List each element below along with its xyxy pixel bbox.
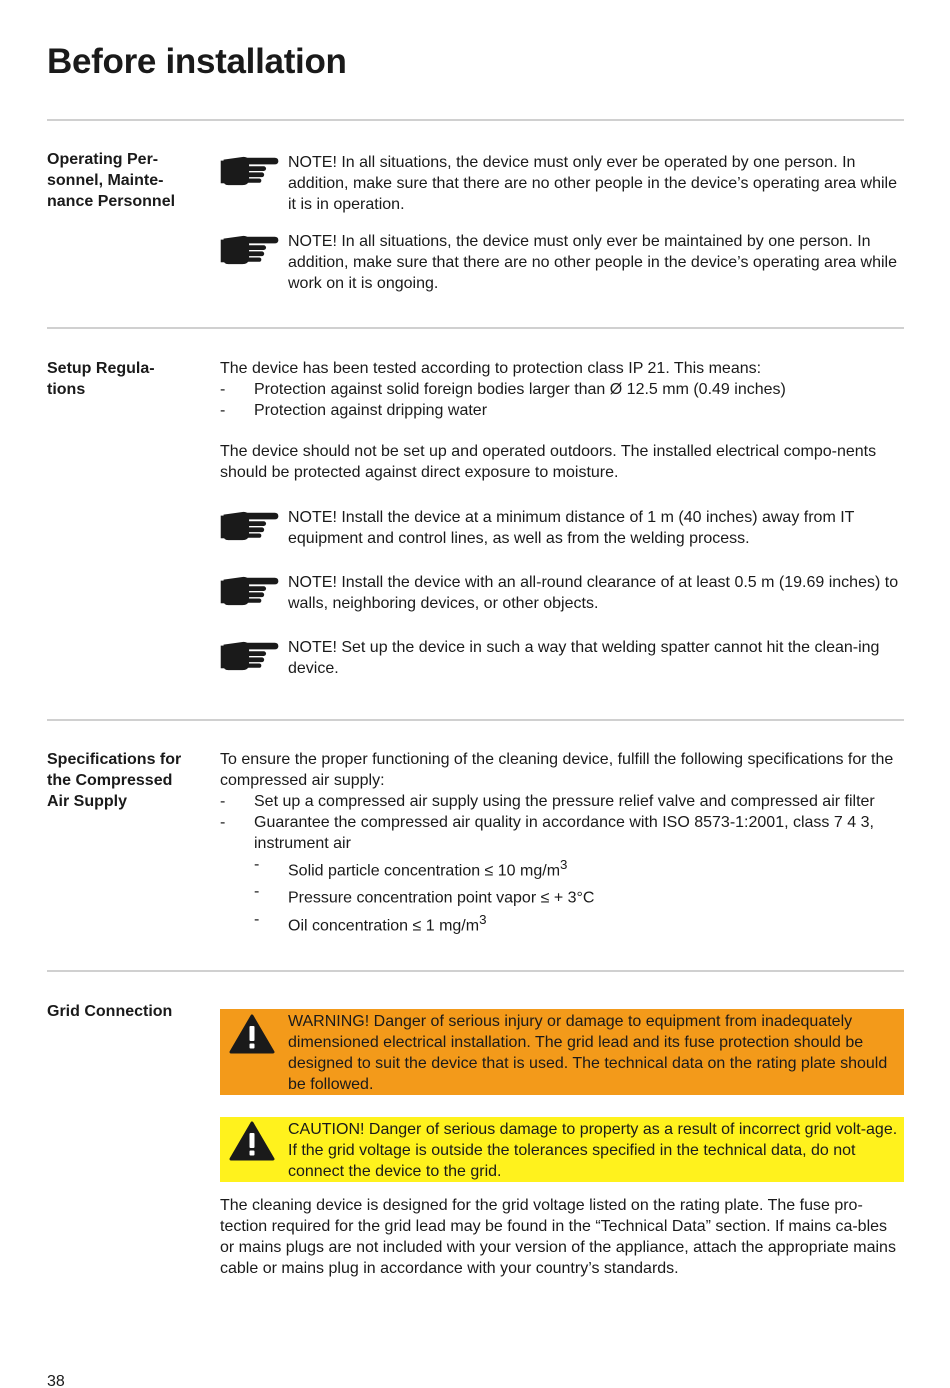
note-clearance [220,572,904,614]
warning-box [220,1009,904,1095]
note-text: Install the device with an all-round clearance of at least 0.5 m (19.69 inches) to walls, neighboring devices, or other objects. [288,574,899,612]
superscript: 3 [560,857,568,872]
setup-intro-block [220,358,904,421]
setup-intro: The device has been tested according to protection class IP 21. This means: [220,360,762,377]
pointing-hand-icon [220,154,280,188]
setup-outdoor-paragraph: The device should not be set up and operated outdoors. The installed electrical compo-nents should be protected against direct exposure to moisture. [220,443,877,481]
compressed-air-block [220,749,904,936]
superscript: 3 [479,911,487,927]
note-tag: NOTE! [288,639,337,656]
grid-connection-paragraph: The cleaning device is designed for the grid voltage listed on the rating plate. The fuse pro-tection required for the grid lead may be found in the “Technical Data” section. If mains ca-bles or mains plugs are not included with your version of the appliance, attach the appropriate mains cable or mains plug in accordance with your country’s standards. [220,1197,896,1277]
list-subitem-text: Pressure concentration point vapor ≤ + 3°C [288,889,595,907]
caution-box [220,1117,904,1182]
list-item-text: Set up a compressed air supply using the pressure relief valve and compressed air filter [254,793,875,810]
note-tag: NOTE! [288,574,337,591]
section-divider [47,719,904,721]
note-text: Install the device at a minimum distance of 1 m (40 inches) away from IT equipment and control lines, as well as from the welding process. [288,509,855,547]
list-subitem-text: Solid particle concentration ≤ 10 mg/m [288,862,561,880]
pointing-hand-icon [220,233,280,267]
pointing-hand-icon [220,639,280,673]
section-label-compressed-air [47,749,207,812]
warning-triangle-icon [229,1014,275,1054]
list-subitem: - Solid particle concentration ≤ 10 $mg/m^3$ [254,856,568,880]
section-label-text: Setup Regula- tions [47,360,155,398]
list-item-text: Protection against dripping water [254,402,488,419]
note-text: In all situations, the device must only ever be maintained by one person. In addition, make sure that there are no other people in the device’s operating area while work on it is ongoing. [288,233,897,292]
list-item-text: Guarantee the compressed air quality in accordance with ISO 8573-1:2001, class 7 4 3, instrument air [254,814,874,852]
note-tag: NOTE! [288,509,337,526]
section-divider [47,970,904,972]
note-tag: NOTE! [288,233,337,250]
warning-text: Danger of serious injury or damage to equipment from inadequately dimensioned electrical installation. The grid lead and its fuse protection should be designed to suit the device that is used. The technical data on the rating plate should be followed. [288,1013,888,1093]
list-subitem: - Pressure concentration point vapor ≤ + 3°C [254,883,595,907]
list-item: - Guarantee the compressed air quality in accordance with ISO 8573-1:2001, class 7 4 3, instrument air [220,814,874,852]
section-label-text: Specifications for the Compressed Air Supply [47,751,182,810]
note-minimum-distance [220,507,904,549]
note-welding-spatter [220,637,904,679]
caution-text: Danger of serious damage to property as a result of incorrect grid volt-age. If the grid voltage is outside the tolerances specified in the technical data, do not connect the device to the grid. [288,1121,898,1180]
note-text: In all situations, the device must only ever be operated by one person. In addition, make sure that there are no other people in the device’s operating area while it is in operation. [288,154,897,213]
list-subitem: - Oil concentration ≤ 1 $mg/m^3$ [254,910,487,934]
list-subitem-text: Oil concentration ≤ 1 mg/m [288,916,480,934]
warning-triangle-icon [229,1121,275,1161]
note-maintain-one-person [220,231,904,294]
list-item: - Set up a compressed air supply using the pressure relief valve and compressed air filter [220,793,875,810]
page-title: Before installation [47,42,347,81]
section-divider [47,327,904,329]
caution-tag: CAUTION! [288,1121,365,1138]
note-tag: NOTE! [288,154,337,171]
pointing-hand-icon [220,509,280,543]
list-item-text: Protection against solid foreign bodies larger than Ø 12.5 mm (0.49 inches) [254,381,786,398]
warning-tag: WARNING! [288,1013,370,1030]
list-item: - Protection against dripping water [220,402,488,419]
page-number: 38 [47,1373,65,1388]
note-text: Set up the device in such a way that welding spatter cannot hit the clean-ing device. [288,639,880,677]
section-label-grid-connection [47,1001,207,1022]
note-operate-one-person [220,152,904,215]
pointing-hand-icon [220,574,280,608]
section-label-text: Operating Per- sonnel, Mainte- nance Personnel [47,151,176,210]
compressed-air-intro: To ensure the proper functioning of the cleaning device, fulfill the following specifications for the compressed air supply: [220,751,894,789]
section-label-operating-personnel [47,149,207,212]
section-label-text: Grid Connection [47,1003,173,1020]
list-item: - Protection against solid foreign bodies larger than Ø 12.5 mm (0.49 inches) [220,381,786,398]
section-label-setup-regulations [47,358,207,400]
section-divider [47,119,904,121]
